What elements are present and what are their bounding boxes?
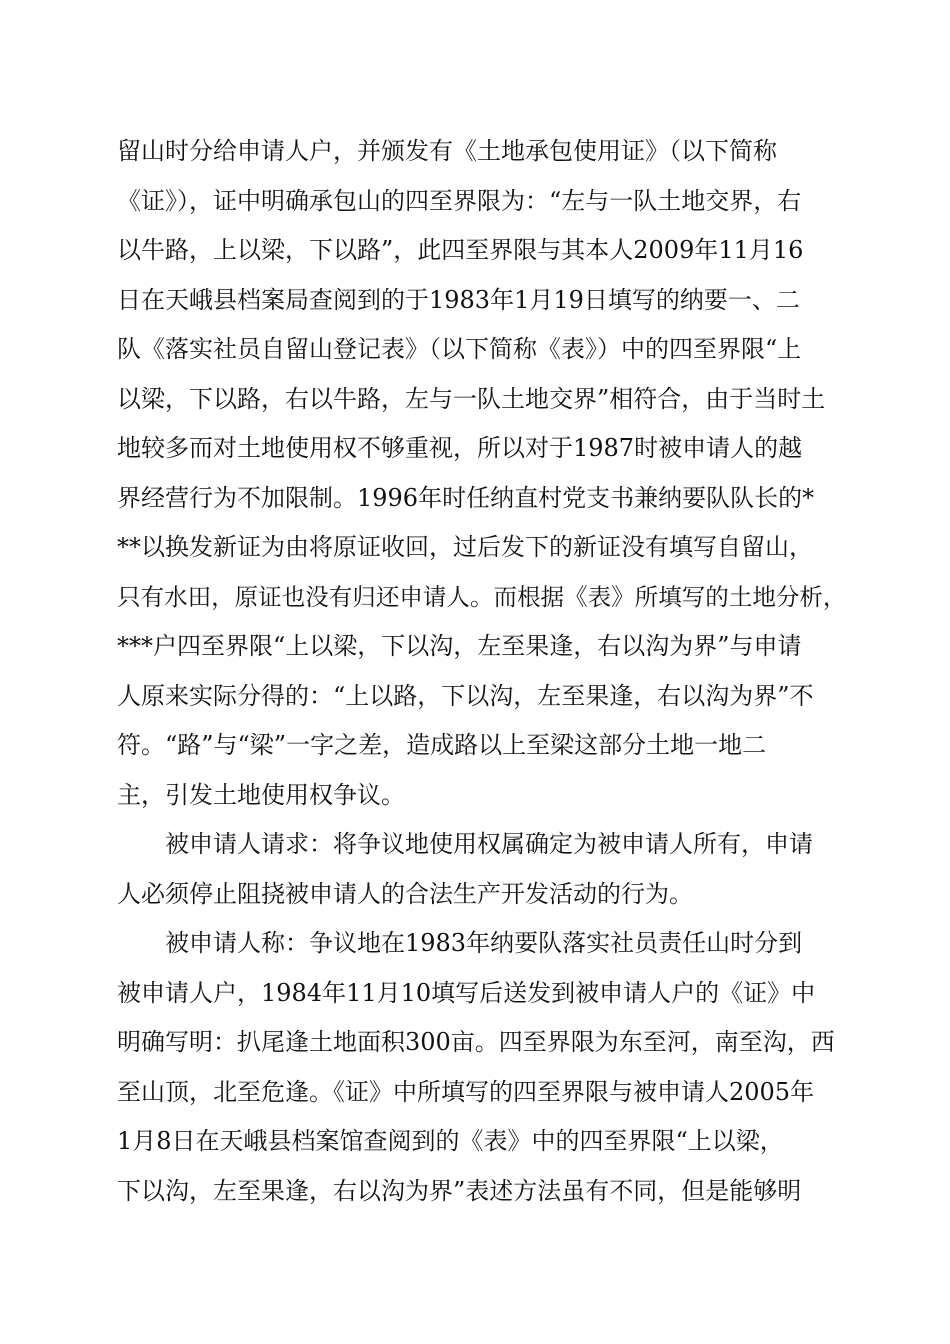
text-line: 日在天峨县档案局查阅到的于1983年1月19日填写的纳要一、二 [117, 286, 800, 314]
text-line: 人原来实际分得的：“上以路，下以沟，左至果逢，右以沟为界”不 [117, 682, 814, 710]
text-line: ***户四至界限“上以梁，下以沟，左至果逢，右以沟为界”与申请 [117, 632, 802, 660]
paragraph-first-line: 被申请人称：争议地在1983年纳要队落实社员责任山时分到 [165, 929, 803, 957]
text-line: 人必须停止阻挠被申请人的合法生产开发活动的行为。 [117, 880, 693, 908]
text-line: 留山时分给申请人户，并颁发有《土地承包使用证》（以下简称 [117, 137, 777, 165]
text-line: **以换发新证为由将原证收回，过后发下的新证没有填写自留山， [117, 533, 813, 561]
text-line: 符。“路”与“梁”一字之差，造成路以上至梁这部分土地一地二 [117, 731, 767, 759]
text-line: 《证》），证中明确承包山的四至界限为：“左与一队土地交界，右 [117, 187, 802, 215]
text-line: 下以沟，左至果逢，右以沟为界”表述方法虽有不同，但是能够明 [117, 1177, 802, 1205]
text-line: 队《落实社员自留山登记表》（以下简称《表》）中的四至界限“上 [117, 335, 802, 363]
text-line: 只有水田，原证也没有归还申请人。而根据《表》所填写的土地分析， [117, 583, 847, 611]
text-line: 以梁，下以路，右以牛路，左与一队土地交界”相符合，由于当时土 [117, 385, 826, 413]
text-line: 至山顶，北至危逢。《证》中所填写的四至界限与被申请人2005年 [117, 1078, 815, 1106]
text-line: 1月8日在天峨县档案馆查阅到的《表》中的四至界限“上以梁， [117, 1127, 784, 1155]
text-line: 地较多而对土地使用权不够重视，所以对于1987时被申请人的越 [117, 434, 803, 462]
text-line: 主，引发土地使用权争议。 [117, 781, 405, 809]
paragraph-first-line: 被申请人请求：将争议地使用权属确定为被申请人所有，申请 [165, 830, 813, 858]
text-line: 以牛路，上以梁，下以路”，此四至界限与其本人2009年11月16 [117, 236, 804, 264]
text-line: 明确写明：扒尾逢土地面积300亩。四至界限为东至河，南至沟，西 [117, 1028, 835, 1056]
text-line: 界经营行为不加限制。1996年时任纳直村党支书兼纳要队队长的* [117, 484, 815, 512]
text-line: 被申请人户，1984年11月10填写后送发到被申请人户的《证》中 [117, 979, 816, 1007]
